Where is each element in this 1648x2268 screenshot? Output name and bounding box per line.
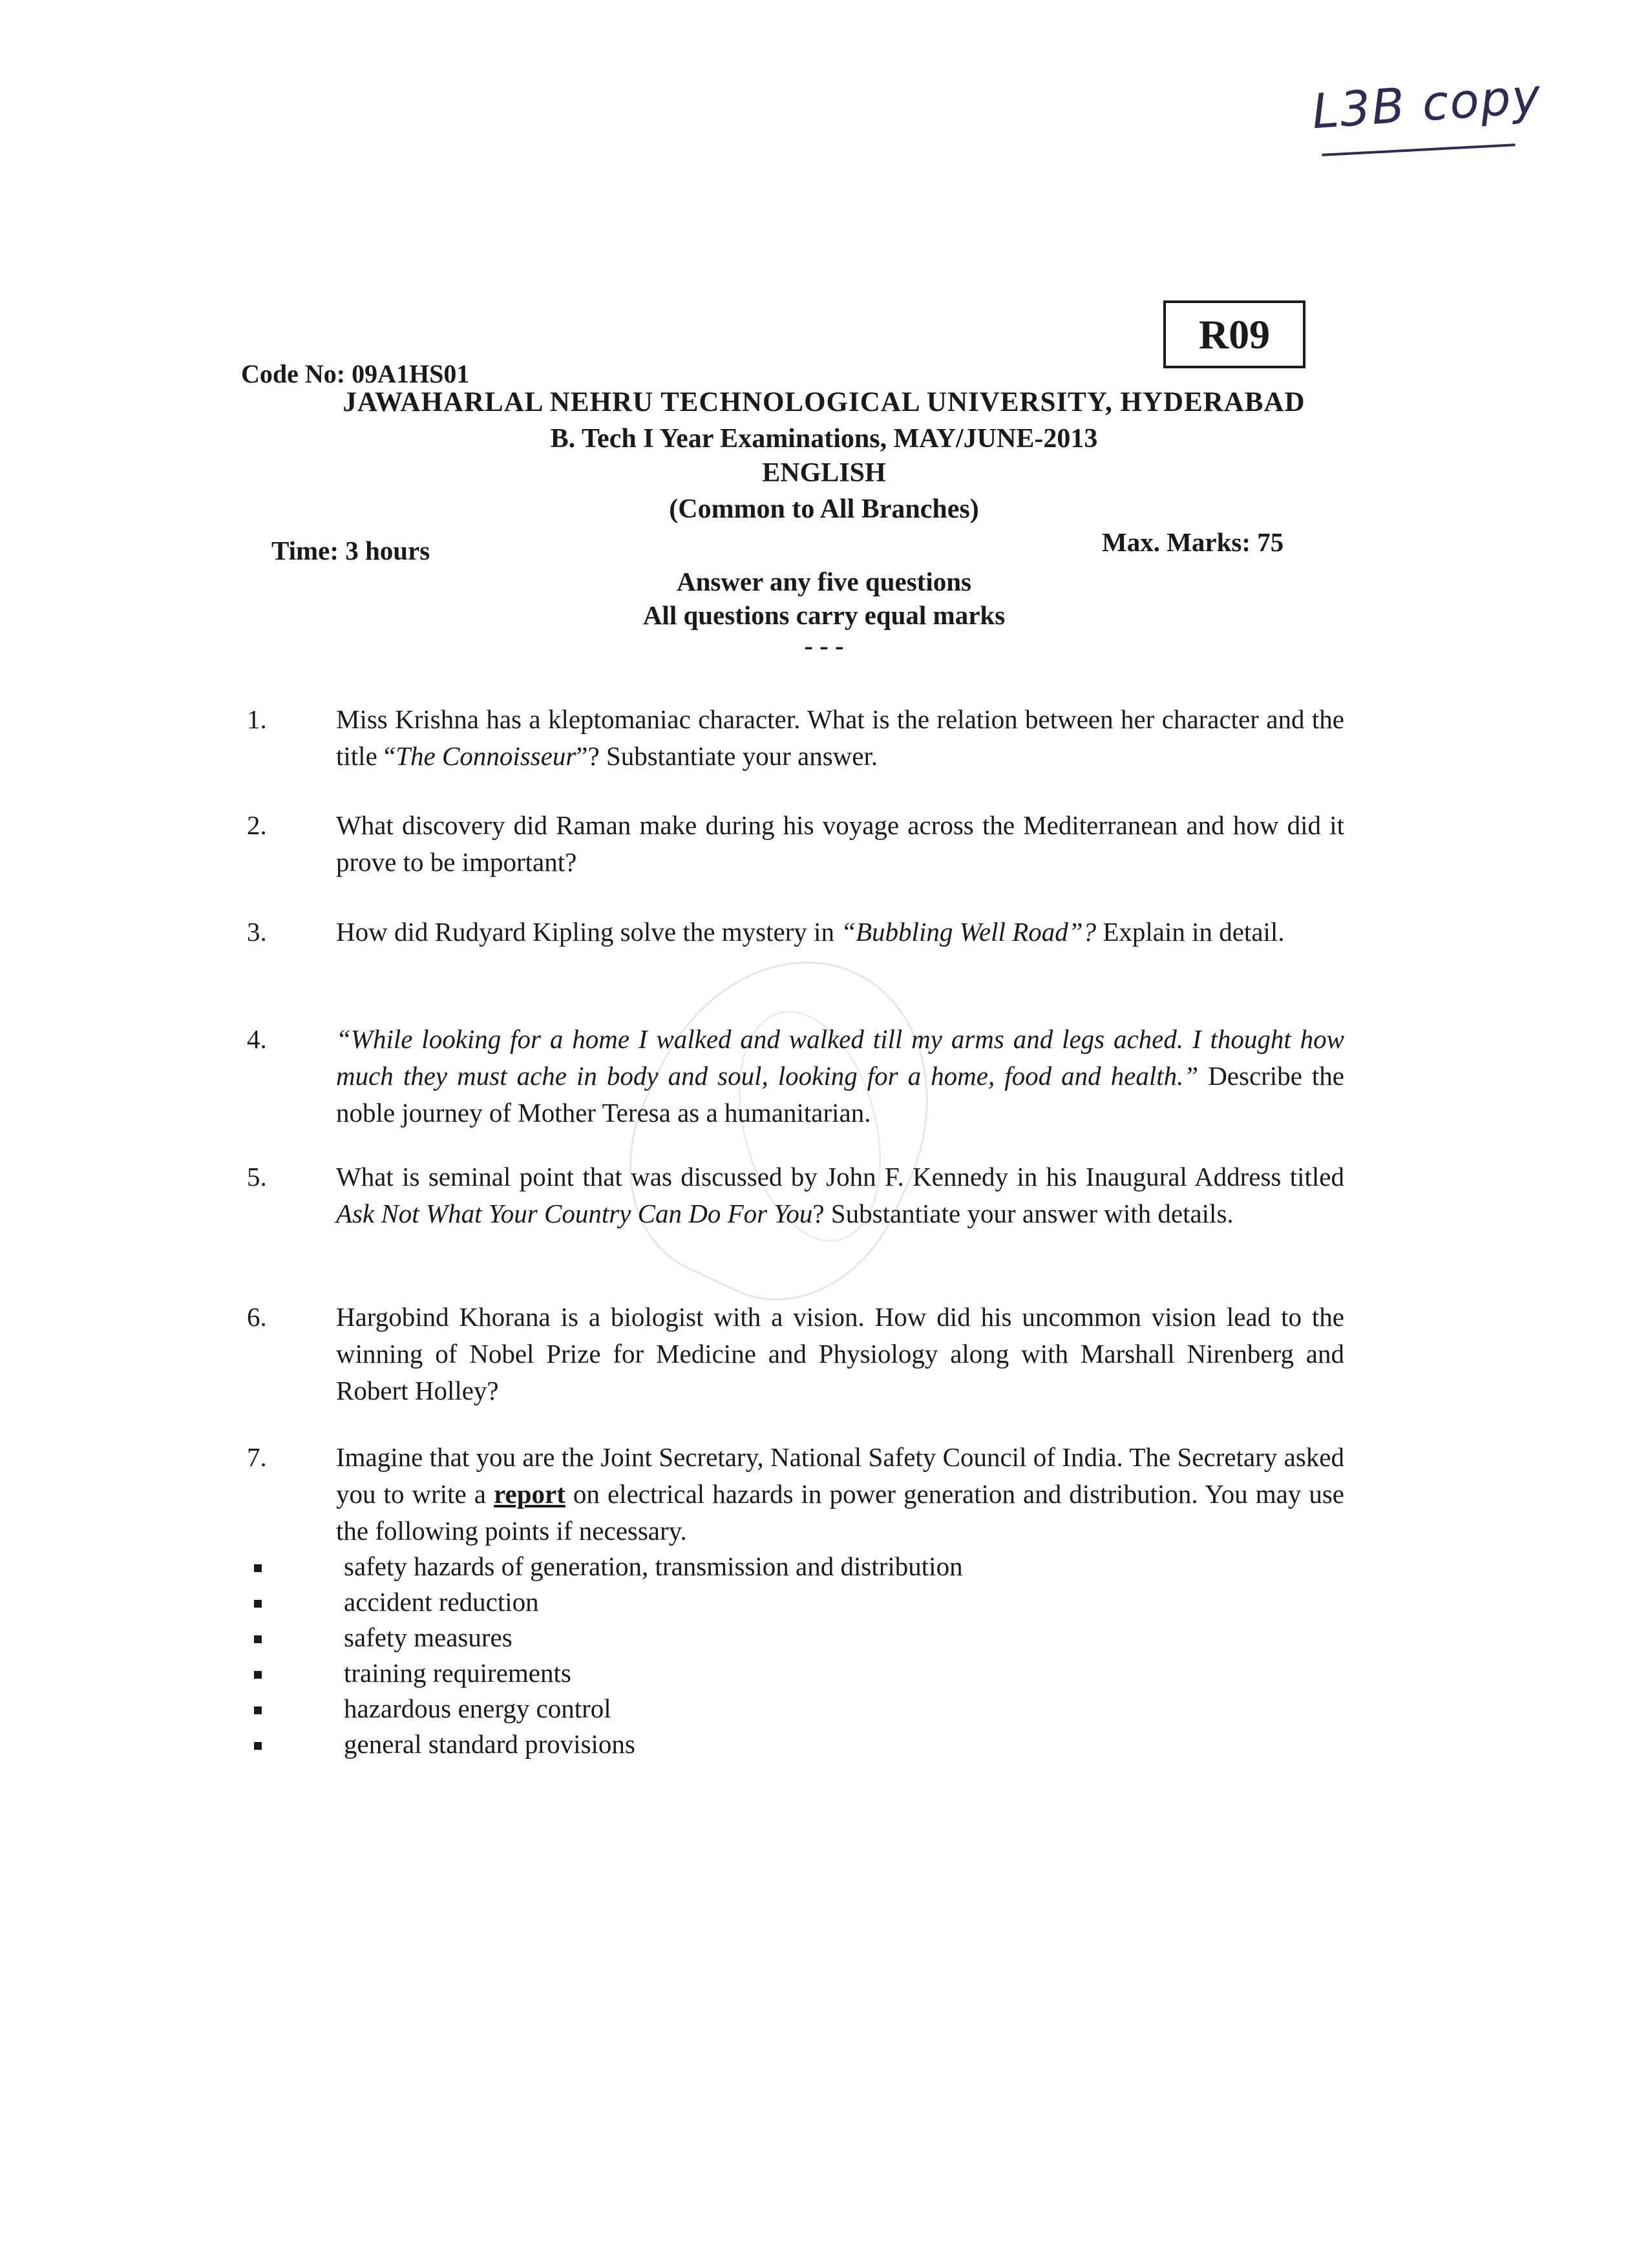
subject-title: ENGLISH: [762, 458, 886, 488]
question-text: Hargobind Khorana is a biologist with a vision. How did his uncommon vision lead to the winning of Nobel Prize for Medicine and Physiology along with Marshall Nirenberg and Robert Holley?: [336, 1302, 1344, 1405]
question-text: Miss Krishna has a kleptomaniac character. What is the relation between her character and the title “The Connoisseur”? Substantiate your answer.: [336, 704, 1344, 771]
time-allowed: Time: 3 hours: [271, 536, 430, 565]
question-text: What is seminal point that was discussed by John F. Kennedy in his Inaugural Address titled Ask Not What Your Country Can Do For You? Substantiate your answer with details.: [336, 1162, 1344, 1228]
question-text: Imagine that you are the Joint Secretary, National Safety Council of India. The Secretary asked you to write a report on electrical hazards in power generation and distribution. You may use the following points if necessary.: [336, 1442, 1344, 1546]
list-item: safety measures: [0, 1620, 1648, 1655]
paper-code: Code No: 09A1HS01: [241, 359, 470, 388]
question-text: How did Rudyard Kipling solve the mystery in “Bubbling Well Road”? Explain in detail.: [336, 917, 1285, 947]
header-separator: - - -: [804, 631, 844, 660]
question-number: 7.: [247, 1442, 267, 1472]
branches-note: (Common to All Branches): [669, 494, 979, 524]
list-item: accident reduction: [0, 1584, 1648, 1620]
question-number: 1.: [247, 704, 267, 734]
handwritten-annotation: L3B copy: [1310, 68, 1543, 140]
bullet-square-icon: [254, 1600, 262, 1608]
bullet-square-icon: [254, 1742, 262, 1750]
max-marks: Max. Marks: 75: [1102, 527, 1284, 557]
question-number: 5.: [247, 1162, 267, 1192]
list-item: safety hazards of generation, transmission and distribution: [0, 1549, 1648, 1584]
instruction-equal-marks: All questions carry equal marks: [642, 600, 1006, 630]
question-7-points: [0, 1549, 1648, 1762]
bullet-square-icon: [254, 1635, 262, 1643]
bullet-square-icon: [254, 1564, 262, 1572]
question-text: “While looking for a home I walked and walked till my arms and legs ached. I thought how much they must ache in body and soul, looking for a home, food and health.” Describe the noble journey of Mother Teresa as a humanitarian.: [336, 1024, 1344, 1128]
list-item: general standard provisions: [0, 1727, 1648, 1762]
exam-title: B. Tech I Year Examinations, MAY/JUNE-2013: [550, 424, 1098, 454]
university-name: JAWAHARLAL NEHRU TECHNOLOGICAL UNIVERSITY, HYDERABAD: [343, 387, 1305, 417]
question-number: 3.: [247, 917, 267, 947]
question-text: What discovery did Raman make during his voyage across the Mediterranean and how did it prove to be important?: [336, 810, 1344, 877]
question-number: 4.: [247, 1024, 267, 1054]
list-item: training requirements: [0, 1655, 1648, 1691]
instruction-answer-five: Answer any five questions: [677, 567, 971, 596]
question-number: 6.: [247, 1302, 267, 1332]
bullet-square-icon: [254, 1671, 262, 1679]
bullet-square-icon: [254, 1706, 262, 1714]
regulation-box: R09: [1163, 300, 1305, 368]
list-item: hazardous energy control: [0, 1691, 1648, 1727]
handwritten-underline: [1322, 143, 1516, 156]
question-number: 2.: [247, 810, 267, 840]
